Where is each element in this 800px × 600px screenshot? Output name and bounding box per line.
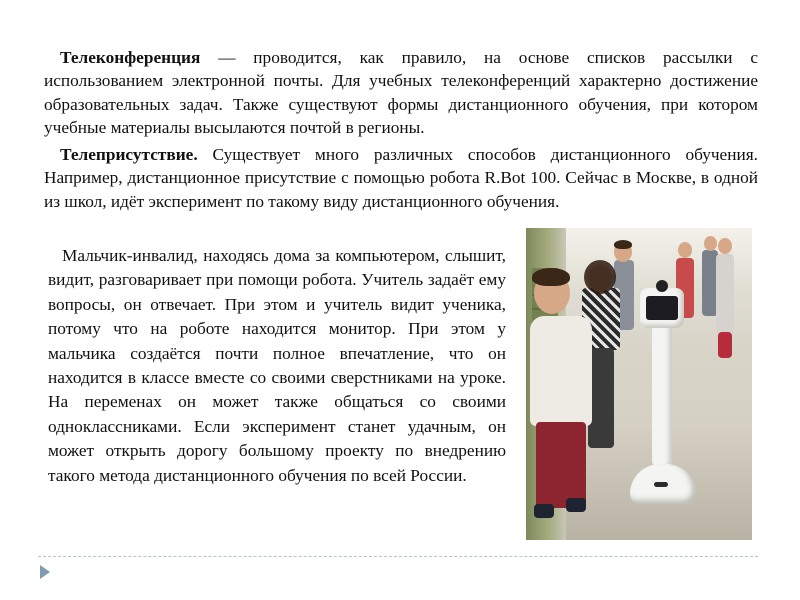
photo-child-front-boy-shoe xyxy=(534,504,554,518)
slide-bullet-icon xyxy=(40,565,50,579)
photo-child-mid-boy-hair xyxy=(614,240,632,249)
photo-robot-neck xyxy=(652,320,672,470)
photo-child-far-2-head xyxy=(704,236,717,251)
photo-child-far-1-head xyxy=(678,242,692,258)
photo-robot-base-light xyxy=(654,482,668,487)
term-telepresence: Телеприсутствие. xyxy=(60,145,198,164)
photo-child-front-boy-shoe-2 xyxy=(566,498,586,512)
paragraph-robot-boy-text: Мальчик-инвалид, находясь дома за компьютером, слышит, видит, разговаривает при помощи робота. Учитель задаёт ему вопросы, он отвечает. При этом и учитель видит ученика, потому что на роботе находится монитор. При этом у мальчика создаётся почти полное впечатление, что он находится в классе вместе со своими сверстниками на уроке. На переменах он может также общаться со своими одноклассниками. Если эксперимент станет удачным, он может открыть дорогу большому проекту по внедрению такого метода дистанционного обучения по всей России. xyxy=(48,246,506,485)
photo-child-far-3-legs xyxy=(718,332,732,358)
paragraph-teleconference xyxy=(44,46,758,139)
photo-child-far-3-head xyxy=(718,238,732,254)
photo-child-front-boy-hair xyxy=(532,268,570,286)
photo-child-front-boy xyxy=(530,316,592,426)
photo-child-far-3 xyxy=(716,254,734,334)
paragraph-teleconference-text: — проводится, как правило, на основе списков рассылки с использованием электронной почты. Для учебных телеконференций характерно достижение образовательных задач. Также существуют формы дистанционного обучения, при котором учебные материалы высылаются почтой в регионы. xyxy=(44,48,758,137)
photo-child-front-boy-legs xyxy=(536,422,586,508)
photo-child-girl-hair xyxy=(584,260,616,294)
photo-children-with-robot xyxy=(526,228,752,540)
footer-divider xyxy=(38,556,758,557)
photo-robot-screen xyxy=(646,296,678,320)
paragraph-robot-boy xyxy=(48,244,506,488)
paragraph-telepresence-text: Существует много различных способов дистанционного обучения. Например, дистанционное присутствие с помощью робота R.Bot 100. Сейчас в Москве, в одной из школ, идёт эксперимент по такому виду дистанционного обучения. xyxy=(44,145,758,211)
term-teleconference: Телеконференция xyxy=(60,48,201,67)
photo-robot-camera xyxy=(656,280,668,292)
paragraph-telepresence xyxy=(44,143,758,213)
